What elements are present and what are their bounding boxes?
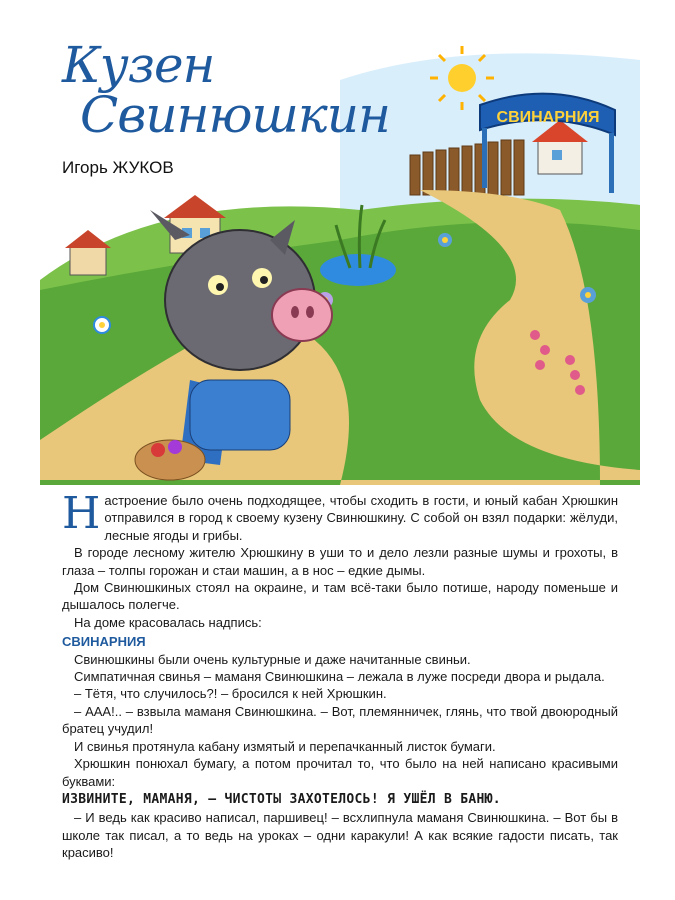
story-text (62, 488, 618, 862)
title-line-2: Свинюшкин (80, 86, 390, 144)
paragraph: На доме красовалась надпись: (74, 614, 262, 630)
paragraph: Настроение было очень подходящее, чтобы сходить в гости, и юный кабан Хрюшкин отправился в город к своему кузену Свинюшкину. С собой он взял подарки: жёлуди, лесные ягоды и грибы. (62, 488, 618, 543)
paragraph: Симпатичная свинья – маманя Свинюшкина – лежала в луже посреди двора и рыдала. (74, 669, 605, 685)
story-title (62, 36, 390, 144)
paragraph: Хрюшкин понюхал бумагу, а потом прочитал то, что было на ней написано красивыми буквами: (62, 756, 618, 789)
house-icon (65, 230, 111, 275)
paragraph: В городе лесному жителю Хрюшкину в уши то и дело лезли разные шумы и грохоты, в глаза – толпы горожан и стаи машин, а в нос – едкие дымы. (62, 545, 618, 578)
flower-icon (580, 287, 596, 303)
drop-cap: Н (62, 488, 101, 539)
paragraph: – И ведь как красиво написал, паршивец! – всхлипнула маманя Свинюшкина. – Вот бы в школе так писал, а то ведь на уроках – одни каракули! А как всякие гадости писать, так красиво! (62, 810, 618, 861)
flower-icon (94, 317, 110, 333)
paragraph: – ААА!.. – взвыла маманя Свинюшкина. – Вот, племянничек, глянь, что твой двоюродный братец учудил! (62, 703, 618, 737)
author-name: Игорь ЖУКОВ (62, 158, 174, 177)
flower-icon (438, 233, 452, 247)
sign-heading: СВИНАРНИЯ (62, 634, 146, 650)
svg-text:СВИНАРНИЯ: СВИНАРНИЯ (496, 109, 600, 126)
paragraph: – Тётя, что случилось?! – бросился к ней Хрюшкин. (74, 686, 387, 702)
title-line-1: Кузен (62, 36, 215, 94)
paragraph: Дом Свинюшкиных стоял на окраине, и там всё-таки было потише, народу поменьше и дышалось полегче. (62, 580, 618, 613)
paragraph: И свинья протянула кабану измятый и перепачканный листок бумаги. (74, 738, 496, 754)
paragraph: Свинюшкины были очень культурные и даже начитанные свиньи. (74, 651, 471, 667)
pond (320, 254, 396, 286)
handwritten-note: ИЗВИНИТЕ, МАМАНЯ, — ЧИСТОТЫ ЗАХОТЕЛОСЬ! Я УШЁЛ В БАНЮ. (62, 791, 501, 807)
